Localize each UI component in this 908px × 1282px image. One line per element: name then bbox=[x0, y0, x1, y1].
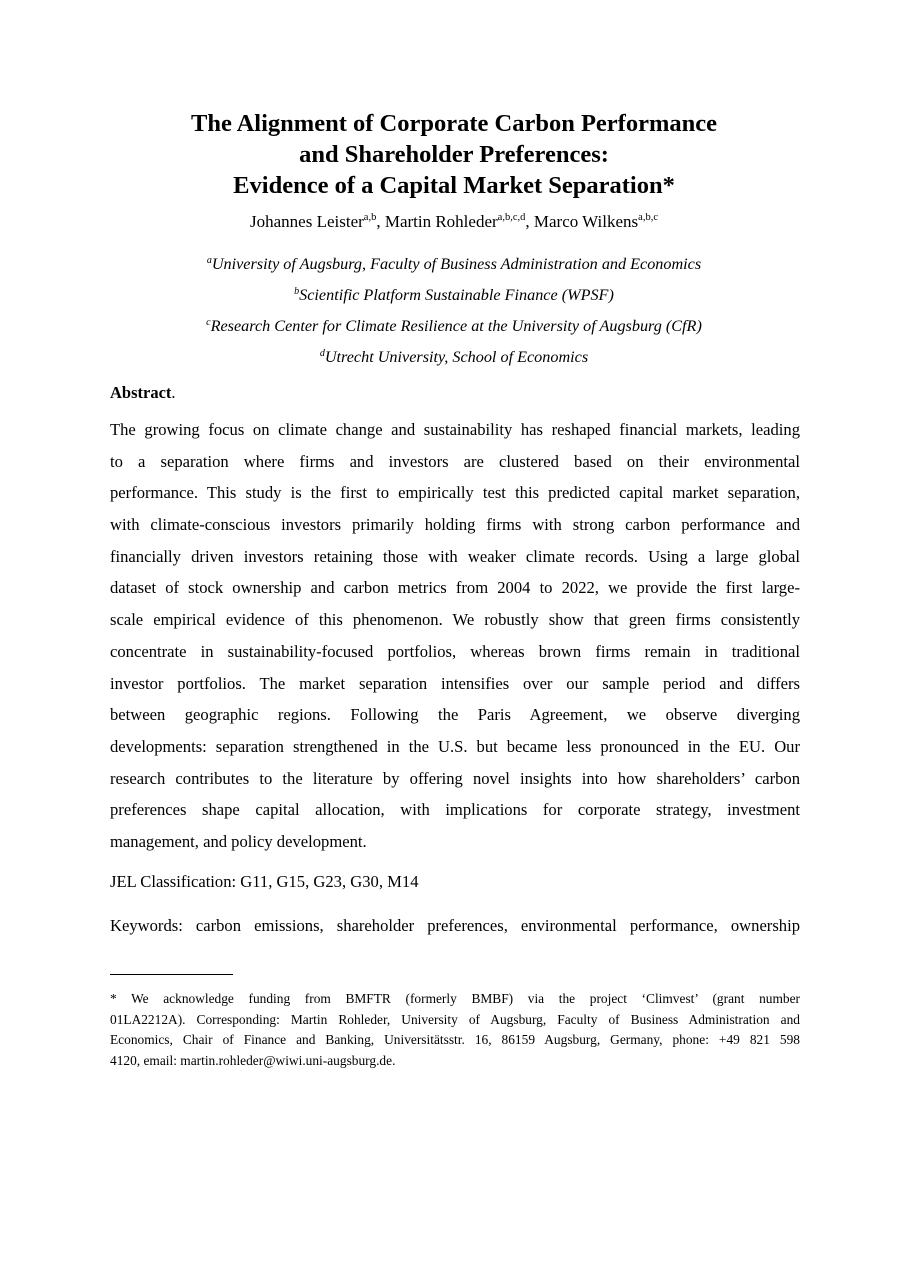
author-name: Martin Rohleder bbox=[384, 212, 498, 231]
footnote bbox=[110, 989, 800, 1071]
author-affiliation-marks: a,b,c,d bbox=[497, 212, 526, 223]
abstract-line: to a separation where firms and investors are clustered based on their environmental bbox=[110, 451, 800, 471]
title-line: Evidence of a Capital Market Separation* bbox=[233, 172, 675, 199]
abstract-line: performance. This study is the first to empirically test this predicted capital market separation, bbox=[110, 483, 800, 503]
abstract-line: management, and policy development. bbox=[110, 831, 367, 851]
title-line: and Shareholder Preferences: bbox=[299, 141, 609, 168]
abstract-line: research contributes to the literature by offering novel insights into how shareholders’ carbon bbox=[110, 768, 800, 788]
keywords: Keywords: carbon emissions, shareholder preferences, environmental performance, ownership bbox=[110, 916, 800, 935]
footnote-line: 4120, email: martin.rohleder@wiwi.uni-augsburg.de. bbox=[110, 1052, 396, 1068]
abstract-line: financially driven investors retaining those with weaker climate records. Using a large global bbox=[110, 546, 800, 566]
affiliation bbox=[0, 281, 908, 312]
abstract-line: investor portfolios. The market separation intensifies over our sample period and differs bbox=[110, 673, 800, 693]
abstract-line: between geographic regions. Following the Paris Agreement, we observe diverging bbox=[110, 705, 800, 725]
abstract-heading-punct: . bbox=[171, 383, 176, 402]
paper-title bbox=[0, 108, 908, 201]
affiliation bbox=[0, 312, 908, 343]
author-list bbox=[0, 210, 908, 237]
abstract-body bbox=[110, 414, 800, 858]
affiliation bbox=[0, 343, 908, 374]
abstract-line: scale empirical evidence of this phenomenon. We robustly show that green firms consistently bbox=[110, 610, 800, 630]
abstract-line: The growing focus on climate change and sustainability has reshaped financial markets, leading bbox=[110, 420, 800, 439]
abstract-line: developments: separation strengthened in the U.S. but became less pronounced in the EU. Our bbox=[110, 736, 800, 756]
affiliation-text: Research Center for Climate Resilience at the University of Augsburg (CfR) bbox=[210, 317, 702, 335]
footnote-separator bbox=[110, 974, 233, 975]
affiliation-text: Utrecht University, School of Economics bbox=[324, 348, 589, 366]
footnote-line: * We acknowledge funding from BMFTR (formerly BMBF) via the project ‘Climvest’ (grant number bbox=[110, 991, 800, 1006]
affiliation-mark: b bbox=[294, 286, 300, 297]
abstract-heading bbox=[110, 382, 176, 404]
author-name: Marco Wilkens bbox=[533, 212, 639, 231]
affiliation-mark: a bbox=[206, 255, 212, 266]
affiliation-mark: d bbox=[319, 348, 325, 359]
affiliation-text: University of Augsburg, Faculty of Business Administration and Economics bbox=[211, 255, 702, 273]
footnote-line: Economics, Chair of Finance and Banking, Universitätsstr. 16, 86159 Augsburg, Germany, phone: +49 821 598 bbox=[110, 1032, 800, 1047]
abstract-line: concentrate in sustainability-focused portfolios, whereas brown firms remain in traditional bbox=[110, 641, 800, 661]
author-name: Johannes Leister bbox=[250, 212, 364, 231]
author-affiliation-marks: a,b,c bbox=[638, 212, 658, 223]
jel-classification: JEL Classification: G11, G15, G23, G30, M14 bbox=[110, 872, 419, 891]
affiliation bbox=[0, 250, 908, 281]
title-line: The Alignment of Corporate Carbon Performance bbox=[191, 110, 717, 137]
affiliation-mark: c bbox=[206, 317, 211, 328]
affiliation-text: Scientific Platform Sustainable Finance (WPSF) bbox=[299, 286, 614, 304]
abstract-line: with climate-conscious investors primarily holding firms with strong carbon performance and bbox=[110, 515, 800, 535]
author-separator: , bbox=[376, 212, 385, 231]
abstract-heading-text: Abstract bbox=[110, 383, 172, 402]
affiliation-list bbox=[0, 250, 908, 374]
abstract-line: preferences shape capital allocation, with implications for corporate strategy, investment bbox=[110, 800, 800, 820]
author-separator: , bbox=[525, 212, 534, 231]
author-affiliation-marks: a,b bbox=[363, 212, 377, 223]
abstract-line: dataset of stock ownership and carbon metrics from 2004 to 2022, we provide the first large- bbox=[110, 578, 800, 598]
footnote-line: 01LA2212A). Corresponding: Martin Rohleder, University of Augsburg, Faculty of Business Administration and bbox=[110, 1011, 800, 1027]
